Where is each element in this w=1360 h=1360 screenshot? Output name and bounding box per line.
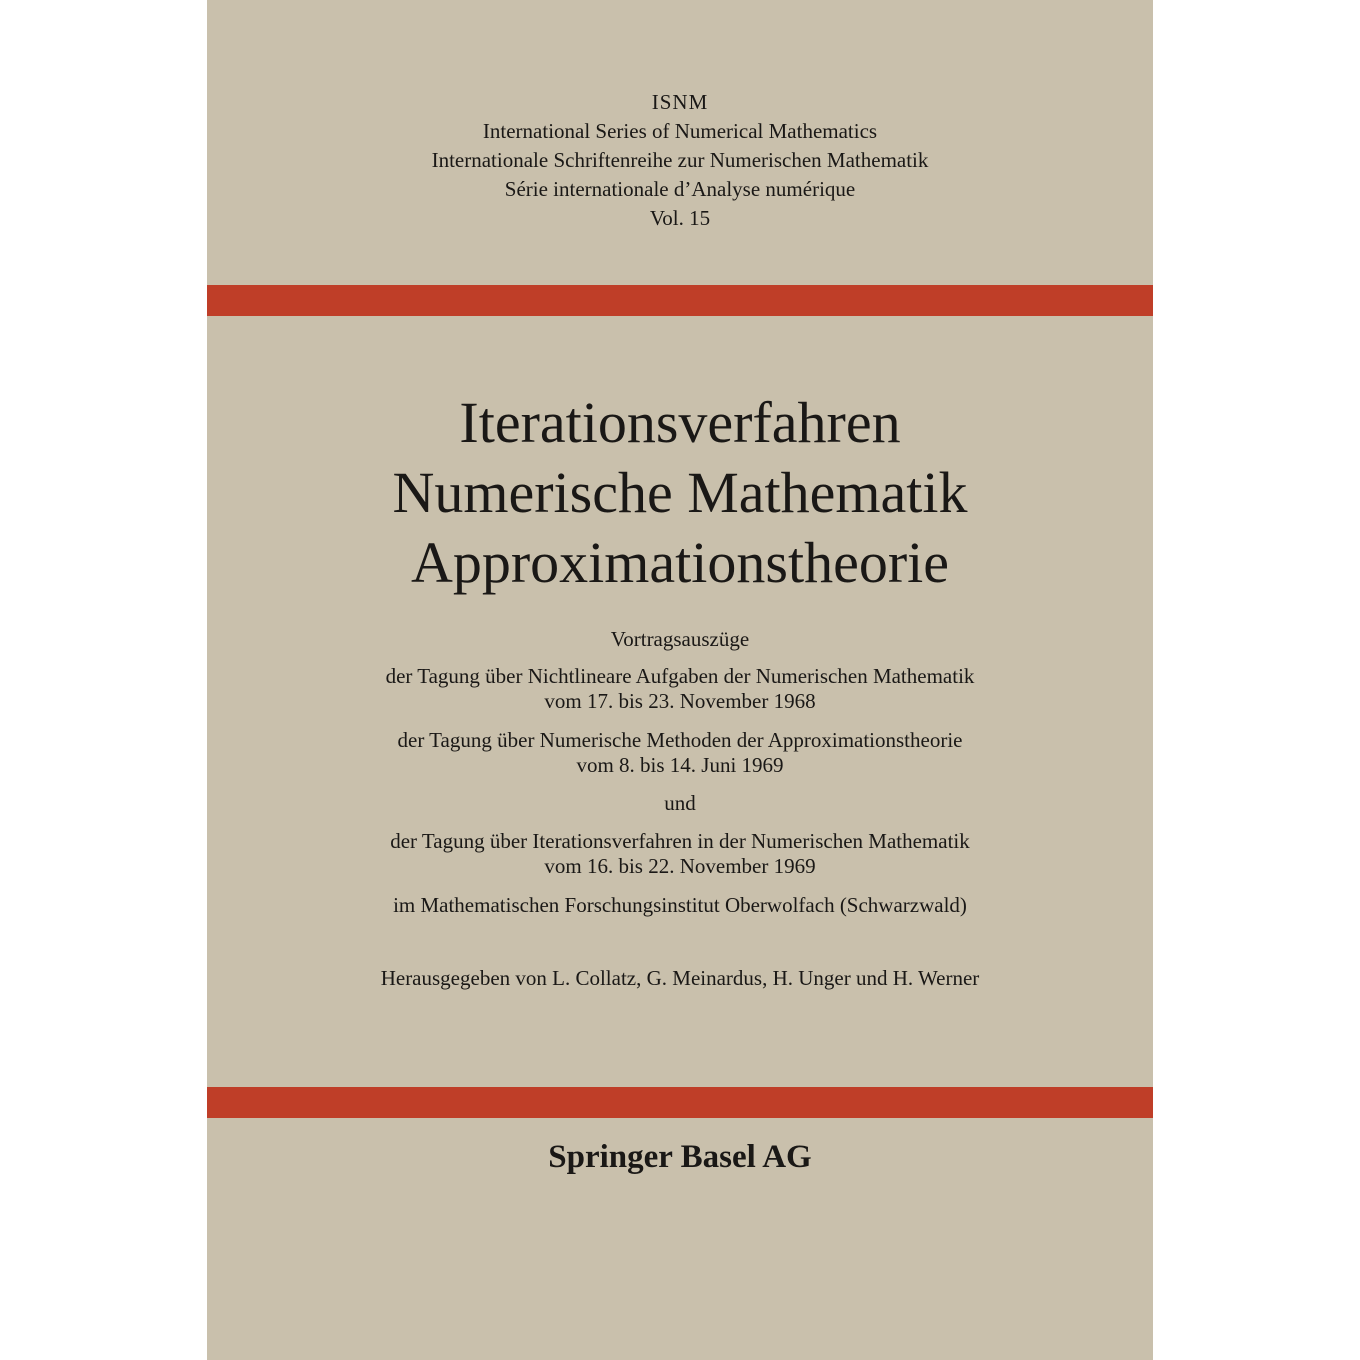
- book-title: [207, 388, 1153, 598]
- conference-1: [207, 664, 1153, 714]
- series-name-french: Série internationale d’Analyse numérique: [504, 177, 856, 201]
- series-abbreviation: ISNM: [651, 90, 709, 114]
- book-cover: [207, 0, 1153, 1360]
- publisher-name: Springer Basel AG: [548, 1139, 812, 1175]
- conference-1-title: der Tagung über Nichtlineare Aufgaben der Numerischen Mathematik: [385, 664, 975, 688]
- conference-3-dates: vom 16. bis 22. November 1969: [544, 854, 816, 878]
- conference-2-title: der Tagung über Numerische Methoden der Approximationstheorie: [397, 728, 963, 752]
- title-line-3: Approximationstheorie: [410, 530, 949, 595]
- conference-2-dates: vom 8. bis 14. Juni 1969: [576, 753, 784, 777]
- editors-line: Herausgegeben von L. Collatz, G. Meinardus, H. Unger und H. Werner: [380, 966, 980, 990]
- conference-3: [207, 829, 1153, 879]
- venue-text: im Mathematischen Forschungsinstitut Oberwolfach (Schwarzwald): [393, 893, 967, 917]
- series-name-german: Internationale Schriftenreihe zur Numerischen Mathematik: [431, 148, 929, 172]
- series-name-english: International Series of Numerical Mathematics: [482, 119, 878, 143]
- title-line-2: Numerische Mathematik: [392, 460, 968, 525]
- conference-1-dates: vom 17. bis 23. November 1968: [544, 689, 816, 713]
- conjunction-text: und: [664, 791, 696, 815]
- top-color-band: [207, 285, 1153, 316]
- series-block: [207, 88, 1153, 233]
- conference-2: [207, 728, 1153, 778]
- series-volume: Vol. 15: [649, 206, 711, 230]
- subtitle-heading: Vortragsauszüge: [610, 627, 750, 651]
- conference-3-title: der Tagung über Iterationsverfahren in der Numerischen Mathematik: [390, 829, 970, 853]
- title-line-1: Iterationsverfahren: [459, 390, 901, 455]
- bottom-color-band: [207, 1087, 1153, 1118]
